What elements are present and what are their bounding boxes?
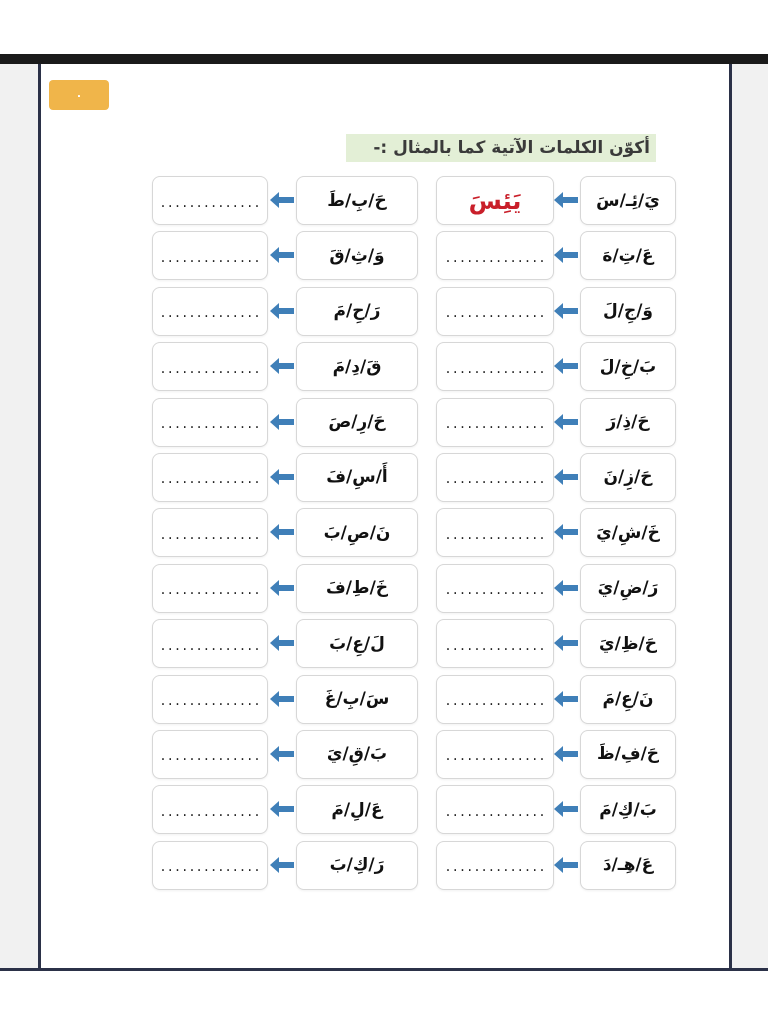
arrow-left-icon (270, 246, 294, 264)
syllables-box (296, 287, 418, 336)
answer-box[interactable] (436, 619, 554, 668)
syllables-text: سَ/بِ/غَ (324, 689, 390, 710)
top-margin (0, 0, 768, 54)
arrow-left-icon (270, 523, 294, 541)
syllables-text: عَ/لِ/مَ (331, 799, 383, 820)
syllables-box (296, 730, 418, 779)
answer-placeholder: .............. (159, 306, 261, 321)
syllables-text: لَ/عِ/بَ (329, 633, 385, 654)
arrow-left-icon (270, 856, 294, 874)
answer-placeholder: .............. (159, 417, 261, 432)
syllables-box (580, 785, 676, 834)
syllables-box (296, 841, 418, 890)
syllables-text: وَ/جِ/لَ (603, 301, 653, 322)
answer-box[interactable] (436, 453, 554, 502)
syllables-box (296, 619, 418, 668)
answer-placeholder: .............. (159, 804, 261, 819)
exercise-row (110, 728, 676, 783)
example-answer: يَئِسَ (468, 186, 522, 215)
answer-box[interactable] (436, 398, 554, 447)
exercise-row (110, 839, 676, 894)
syllables-text: حَ/زِ/نَ (603, 467, 653, 488)
syllables-box (580, 176, 676, 225)
arrow-left-icon (554, 191, 578, 209)
exercise-grid (110, 174, 676, 894)
syllables-box (580, 841, 676, 890)
answer-placeholder: .............. (444, 472, 546, 487)
answer-placeholder: .............. (159, 860, 261, 875)
arrow-left-icon (554, 357, 578, 375)
answer-placeholder: .............. (444, 804, 546, 819)
answer-placeholder: .............. (444, 583, 546, 598)
answer-placeholder: .............. (444, 749, 546, 764)
arrow-left-icon (554, 302, 578, 320)
answer-box[interactable] (152, 841, 268, 890)
syllables-box (580, 730, 676, 779)
syllables-box (296, 231, 418, 280)
syllables-text: حَ/رِ/صَ (328, 412, 386, 433)
syllables-box (296, 508, 418, 557)
arrow-left-icon (554, 413, 578, 431)
answer-box[interactable] (152, 398, 268, 447)
exercise-row (110, 340, 676, 395)
syllables-box (296, 564, 418, 613)
exercise-row (110, 673, 676, 728)
arrow-left-icon (270, 690, 294, 708)
arrow-left-icon (270, 579, 294, 597)
syllables-text: رَ/حِ/مَ (333, 301, 381, 322)
syllables-box (580, 287, 676, 336)
arrow-left-icon (270, 357, 294, 375)
syllables-text: نَ/عِ/مَ (602, 689, 654, 710)
arrow-left-icon (554, 856, 578, 874)
arrow-left-icon (554, 523, 578, 541)
exercise-row (110, 562, 676, 617)
syllables-box (580, 508, 676, 557)
arrow-left-icon (270, 468, 294, 486)
answer-placeholder: .............. (159, 694, 261, 709)
answer-placeholder: .............. (444, 638, 546, 653)
answer-box[interactable] (152, 785, 268, 834)
syllables-box (580, 675, 676, 724)
syllables-text: حَ/ظِ/يَ (599, 633, 657, 654)
syllables-text: حَ/ذِ/رَ (606, 412, 650, 433)
syllables-text: رَ/كِ/بَ (329, 855, 385, 876)
syllables-text: عَ/هِـ/دَ (602, 855, 654, 876)
arrow-left-icon (270, 302, 294, 320)
syllables-text: حَ/فِ/ظَ (596, 744, 660, 765)
answer-box[interactable] (152, 730, 268, 779)
answer-box[interactable] (152, 342, 268, 391)
arrow-left-icon (554, 745, 578, 763)
syllables-box (296, 453, 418, 502)
syllables-text: حَ/بِ/طَ (327, 190, 387, 211)
arrow-left-icon (270, 634, 294, 652)
syllables-box (580, 398, 676, 447)
arrow-left-icon (554, 690, 578, 708)
syllables-text: بَ/خِ/لَ (599, 356, 657, 377)
exercise-row (110, 506, 676, 561)
answer-placeholder: .............. (444, 361, 546, 376)
left-margin (0, 64, 38, 970)
arrow-left-icon (270, 745, 294, 763)
answer-box[interactable] (436, 785, 554, 834)
arrow-left-icon (554, 246, 578, 264)
answer-placeholder: .............. (444, 417, 546, 432)
answer-placeholder: .............. (444, 250, 546, 265)
bottom-margin (0, 971, 768, 1024)
syllables-text: يَ/ئِـ/سَ (596, 190, 660, 211)
arrow-left-icon (554, 468, 578, 486)
top-border-band (0, 54, 768, 64)
arrow-left-icon (554, 579, 578, 597)
answer-box[interactable] (152, 176, 268, 225)
answer-placeholder: .............. (159, 472, 261, 487)
syllables-box (296, 342, 418, 391)
answer-box[interactable] (152, 231, 268, 280)
syllables-text: قَ/دِ/مَ (332, 356, 382, 377)
answer-placeholder: .............. (444, 694, 546, 709)
answer-box[interactable] (436, 675, 554, 724)
syllables-box (580, 619, 676, 668)
answer-placeholder: .............. (159, 195, 261, 210)
exercise-row (110, 229, 676, 284)
syllables-text: بَ/كِ/مَ (599, 799, 657, 820)
exercise-row (110, 783, 676, 838)
answer-box[interactable] (436, 342, 554, 391)
exercise-row (110, 285, 676, 340)
arrow-left-icon (270, 413, 294, 431)
arrow-left-icon (554, 800, 578, 818)
syllables-text: نَ/صِ/بَ (323, 522, 391, 543)
exercise-row (110, 617, 676, 672)
answer-placeholder: .............. (159, 749, 261, 764)
answer-box[interactable] (436, 730, 554, 779)
syllables-text: وَ/ثِ/قَ (329, 245, 385, 266)
instruction-heading: أكوّن الكلمات الآتية كما بالمثال :- (346, 134, 656, 162)
exercise-row (110, 174, 676, 229)
answer-placeholder: .............. (159, 250, 261, 265)
exercise-row (110, 451, 676, 506)
answer-placeholder: .............. (444, 527, 546, 542)
answer-box[interactable] (152, 675, 268, 724)
answer-box[interactable] (152, 564, 268, 613)
answer-box[interactable] (436, 176, 554, 225)
answer-box[interactable] (436, 231, 554, 280)
syllables-text: بَ/قِ/يَ (326, 744, 388, 765)
answer-placeholder: .............. (444, 306, 546, 321)
syllables-box (296, 176, 418, 225)
syllables-box (580, 231, 676, 280)
answer-box[interactable] (436, 508, 554, 557)
syllables-box (580, 342, 676, 391)
syllables-text: خَ/شِ/يَ (596, 522, 660, 543)
answer-box[interactable] (152, 287, 268, 336)
syllables-text: رَ/ضِ/يَ (597, 578, 659, 599)
answer-placeholder: .............. (159, 583, 261, 598)
answer-box[interactable] (436, 564, 554, 613)
syllables-text: أَ/سِ/فَ (326, 467, 388, 488)
answer-box[interactable] (152, 453, 268, 502)
syllables-box (580, 453, 676, 502)
syllables-box (296, 398, 418, 447)
answer-box[interactable] (436, 841, 554, 890)
syllables-text: خَ/طِ/فَ (325, 578, 389, 599)
syllables-box (296, 785, 418, 834)
arrow-left-icon (270, 191, 294, 209)
arrow-left-icon (554, 634, 578, 652)
answer-placeholder: .............. (159, 638, 261, 653)
answer-placeholder: .............. (159, 361, 261, 376)
answer-box[interactable] (152, 508, 268, 557)
worksheet-page (38, 64, 732, 968)
syllables-text: عَ/تِ/هَ (602, 245, 654, 266)
answer-placeholder: .............. (159, 527, 261, 542)
page-number-badge: ٠ (49, 80, 109, 110)
answer-placeholder: .............. (444, 860, 546, 875)
answer-box[interactable] (152, 619, 268, 668)
syllables-box (296, 675, 418, 724)
syllables-box (580, 564, 676, 613)
arrow-left-icon (270, 800, 294, 818)
exercise-row (110, 396, 676, 451)
right-margin (732, 64, 768, 970)
answer-box[interactable] (436, 287, 554, 336)
